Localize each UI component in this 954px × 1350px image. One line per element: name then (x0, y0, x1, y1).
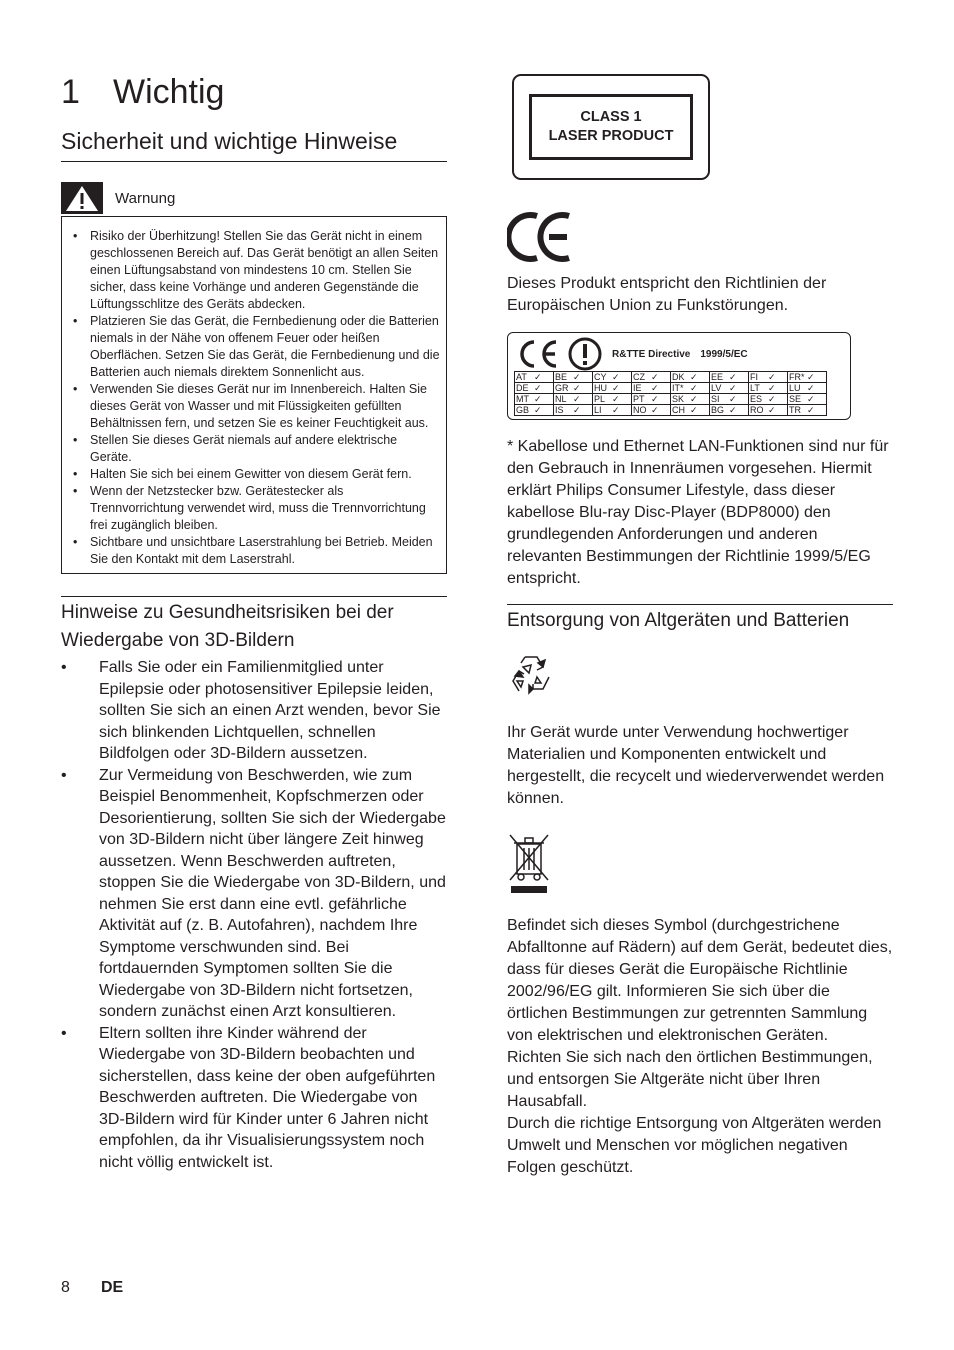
country-cell (749, 394, 788, 405)
warning-item: • Stellen Sie dieses Gerät niemals auf andere elektrische Geräte. (71, 432, 440, 466)
country-code: HU (594, 383, 607, 393)
check-icon: ✓ (768, 383, 776, 393)
country-cell (749, 383, 788, 394)
country-cell (593, 394, 632, 405)
check-icon: ✓ (534, 394, 542, 404)
laser-class-line1: CLASS 1 (580, 109, 642, 125)
rtte-directive: R&TTE Directive (612, 348, 691, 360)
country-cell (671, 394, 710, 405)
check-icon: ✓ (690, 405, 698, 415)
country-code: MT (516, 394, 529, 404)
recycle-icon (507, 651, 555, 699)
disposal-heading: Entsorgung von Altgeräten und Batterien (507, 604, 893, 635)
country-row (515, 372, 827, 383)
crossed-out-bin-icon (507, 832, 551, 894)
country-cell (671, 372, 710, 383)
laser-class-label (512, 74, 710, 180)
language-code: DE (101, 1279, 124, 1296)
country-cell (671, 405, 710, 416)
country-cell (515, 394, 554, 405)
country-code: LU (789, 383, 801, 393)
chapter-title: Wichtig (113, 73, 225, 111)
health-item: • Zur Vermeidung von Beschwerden, wie zum Beispiel Benommenheit, Kopfschmerzen oder Desorientierung, sollten Sie sich der Wiedergabe von 3D-Bildern nicht über längere Zeit hinweg aussetzen. Wenn Beschwerden auftreten, stoppen Sie die Wiedergabe von 3D-Bildern, und nehmen Sie erst dann eine evtl. gefährliche Aktivität auf (z. B. Autofahren), nachdem Ihre Symptome verschwunden sind. Bei fortdauernden Symptomen sollten Sie die Wiedergabe von 3D-Bildern nicht fortsetzen, sondern zunächst einen Arzt konsultieren. (61, 765, 447, 1023)
chapter-heading (61, 70, 447, 114)
check-icon: ✓ (651, 394, 659, 404)
country-cell (515, 405, 554, 416)
check-icon: ✓ (534, 383, 542, 393)
country-code: DE (516, 383, 529, 393)
country-code: IE (633, 383, 642, 393)
health-item: • Eltern sollten ihre Kinder während der Wiedergabe von 3D-Bildern beobachten und sicherstellen, dass keine der oben aufgeführten Beschwerden auftreten. Die Wiedergabe von 3D-Bildern wird für Kinder unter 6 Jahren nicht empfohlen, da ihr Visualisierungssystem noch nicht völlig entwickelt ist. (61, 1023, 447, 1174)
country-code: TR (789, 405, 801, 415)
check-icon: ✓ (612, 372, 620, 382)
country-cell (593, 372, 632, 383)
country-cell (632, 383, 671, 394)
bin-text-3: Durch die richtige Entsorgung von Altgeräten werden Umwelt und Menschen vor möglichen negativen Folgen geschützt. (507, 1115, 882, 1176)
country-cell (788, 394, 827, 405)
country-code: NO (633, 405, 647, 415)
country-cell (593, 405, 632, 416)
check-icon: ✓ (573, 394, 581, 404)
country-cell (671, 383, 710, 394)
country-cell (515, 383, 554, 394)
country-row (515, 394, 827, 405)
country-code: FI (750, 372, 758, 382)
bin-text-1: Befindet sich dieses Symbol (durchgestrichene Abfalltonne auf Rädern) auf dem Gerät, bedeutet dies, dass für dieses Gerät die Europäische Richtlinie 2002/96/EG gilt. Informieren Sie sich über die örtlichen Bestimmungen zur getrennten Sammlung von elektrischen und elektronischen Geräten. (507, 917, 893, 1044)
country-code: LV (711, 383, 722, 393)
country-code: GR (555, 383, 569, 393)
warning-item: • Halten Sie sich bei einem Gewitter von diesem Gerät fern. (71, 466, 440, 483)
country-cell (788, 405, 827, 416)
wireless-text: * Kabellose und Ethernet LAN-Funktionen sind nur für den Gebrauch in Innenräumen vorgesehen. Hiermit erklärt Philips Consumer Lifestyle, dass dieser kabellose Blu-ray Disc-Player (BDP8000) den grundlegenden Anforderungen und anderen relevanten Bestimmungen der Richtlinie 1999/5/EG entspricht. (507, 438, 889, 587)
page-number: 8 (61, 1279, 70, 1296)
check-icon: ✓ (768, 372, 776, 382)
country-cell (593, 383, 632, 394)
country-row (515, 383, 827, 394)
country-cell (788, 372, 827, 383)
country-cell (554, 372, 593, 383)
health-list (61, 657, 447, 1173)
warning-header (61, 182, 447, 214)
check-icon: ✓ (573, 405, 581, 415)
country-cell (515, 372, 554, 383)
country-code: LT (750, 383, 760, 393)
warning-box (61, 216, 447, 574)
country-code: DK (672, 372, 685, 382)
check-icon: ✓ (651, 383, 659, 393)
check-icon: ✓ (729, 383, 737, 393)
check-icon: ✓ (612, 405, 620, 415)
country-code: PL (594, 394, 606, 404)
country-row (515, 405, 827, 416)
warning-item: • Sichtbare und unsichtbare Laserstrahlung bei Betrieb. Meiden Sie den Kontakt mit dem Laserstrahl. (71, 534, 440, 568)
country-code: GB (516, 405, 530, 415)
country-cell (710, 383, 749, 394)
country-cell (710, 405, 749, 416)
country-cell (554, 383, 593, 394)
ce-text: Dieses Produkt entspricht den Richtlinien der Europäischen Union zu Funkstörungen. (507, 275, 827, 314)
check-icon: ✓ (729, 394, 737, 404)
country-code: BE (555, 372, 568, 382)
check-icon: ✓ (573, 372, 581, 382)
country-code: BG (711, 405, 725, 415)
warning-item: • Risiko der Überhitzung! Stellen Sie das Gerät nicht in einem geschlossenen Bereich auf. Das Gerät benötigt an allen Seiten einen Lüftungsabstand von mindestens 10 cm. Stellen Sie sicher, dass keine Vorhänge und anderen Gegenstände die Lüftungsschlitze des Geräts abdecken. (71, 228, 440, 313)
check-icon: ✓ (612, 394, 620, 404)
country-cell (554, 394, 593, 405)
country-code: AT (516, 372, 527, 382)
country-cell (632, 405, 671, 416)
warning-item: • Platzieren Sie das Gerät, die Fernbedienung oder die Batterien niemals in der Nähe von offenem Feuer oder heißen Oberflächen. Setzen Sie das Gerät, die Fernbedienung und die Batterien auch niemals direktem Sonnenlicht aus. (71, 313, 440, 381)
country-code: CY (594, 372, 607, 382)
check-icon: ✓ (573, 383, 581, 393)
right-column (507, 60, 893, 1179)
check-icon: ✓ (651, 405, 659, 415)
health-item: • Falls Sie oder ein Familienmitglied unter Epilepsie oder photosensitiver Epilepsie leiden, sollten Sie sich an einen Arzt wenden, bevor Sie sich blinkenden Lichtquellen, schnellen Bildfolgen oder 3D-Bildern aussetzen. (61, 657, 447, 765)
page-footer (61, 1279, 123, 1297)
check-icon: ✓ (807, 372, 815, 382)
country-cell (710, 394, 749, 405)
country-code: RO (750, 405, 764, 415)
chapter-number: 1 (61, 73, 80, 111)
country-code: ES (750, 394, 763, 404)
check-icon: ✓ (807, 405, 815, 415)
country-code: CZ (633, 372, 645, 382)
ce-mark-icon (512, 339, 562, 369)
country-cell (554, 405, 593, 416)
check-icon: ✓ (807, 394, 815, 404)
country-cell (749, 405, 788, 416)
country-code: LI (594, 405, 602, 415)
check-icon: ✓ (612, 383, 620, 393)
ce-mark-icon (507, 210, 575, 264)
country-code: IS (555, 405, 564, 415)
country-code: IT* (672, 383, 684, 393)
country-code: FR* (789, 372, 805, 382)
country-code: EE (711, 372, 724, 382)
check-icon: ✓ (690, 372, 698, 382)
country-code: CH (672, 405, 685, 415)
rtte-number: 1999/5/EC (700, 348, 748, 360)
rtte-label (507, 332, 851, 420)
country-cell (788, 383, 827, 394)
warning-label: Warnung (115, 189, 176, 207)
check-icon: ✓ (651, 372, 659, 382)
country-table (514, 371, 827, 416)
check-icon: ✓ (534, 372, 542, 382)
safety-heading: Sicherheit und wichtige Hinweise (61, 126, 447, 162)
recycle-text: Ihr Gerät wurde unter Verwendung hochwertiger Materialien und Komponenten entwickelt und hergestellt, die recycelt und wiederverwendet werden können. (507, 724, 885, 807)
country-cell (632, 394, 671, 405)
health-heading: Hinweise zu Gesundheitsrisiken bei der Wiedergabe von 3D-Bildern (61, 596, 447, 655)
check-icon: ✓ (690, 383, 698, 393)
bin-text-2: Richten Sie sich nach den örtlichen Bestimmungen, und entsorgen Sie Altgeräte nicht über Ihren Hausabfall. (507, 1049, 873, 1110)
country-code: NL (555, 394, 567, 404)
check-icon: ✓ (768, 405, 776, 415)
country-code: SI (711, 394, 720, 404)
check-icon: ✓ (690, 394, 698, 404)
country-code: SE (789, 394, 802, 404)
left-column (61, 60, 447, 1173)
warning-list (71, 228, 440, 568)
country-cell (749, 372, 788, 383)
country-cell (710, 372, 749, 383)
country-code: SK (672, 394, 685, 404)
warning-item: • Wenn der Netzstecker bzw. Gerätestecker als Trennvorrichtung verwendet wird, muss die Trennvorrichtung frei zugänglich bleiben. (71, 483, 440, 534)
check-icon: ✓ (768, 394, 776, 404)
warning-item: • Verwenden Sie dieses Gerät nur im Innenbereich. Halten Sie dieses Gerät von Wasser und mit Flüssigkeiten gefüllten Behältnissen fern, und setzen Sie es keiner Feuchtigkeit aus. (71, 381, 440, 432)
check-icon: ✓ (807, 383, 815, 393)
country-code: PT (633, 394, 645, 404)
check-icon: ✓ (729, 405, 737, 415)
warning-triangle-icon (61, 182, 103, 214)
country-cell (632, 372, 671, 383)
laser-class-line2: LASER PRODUCT (548, 128, 674, 144)
check-icon: ✓ (534, 405, 542, 415)
check-icon: ✓ (729, 372, 737, 382)
alert-circle-icon (568, 337, 602, 371)
